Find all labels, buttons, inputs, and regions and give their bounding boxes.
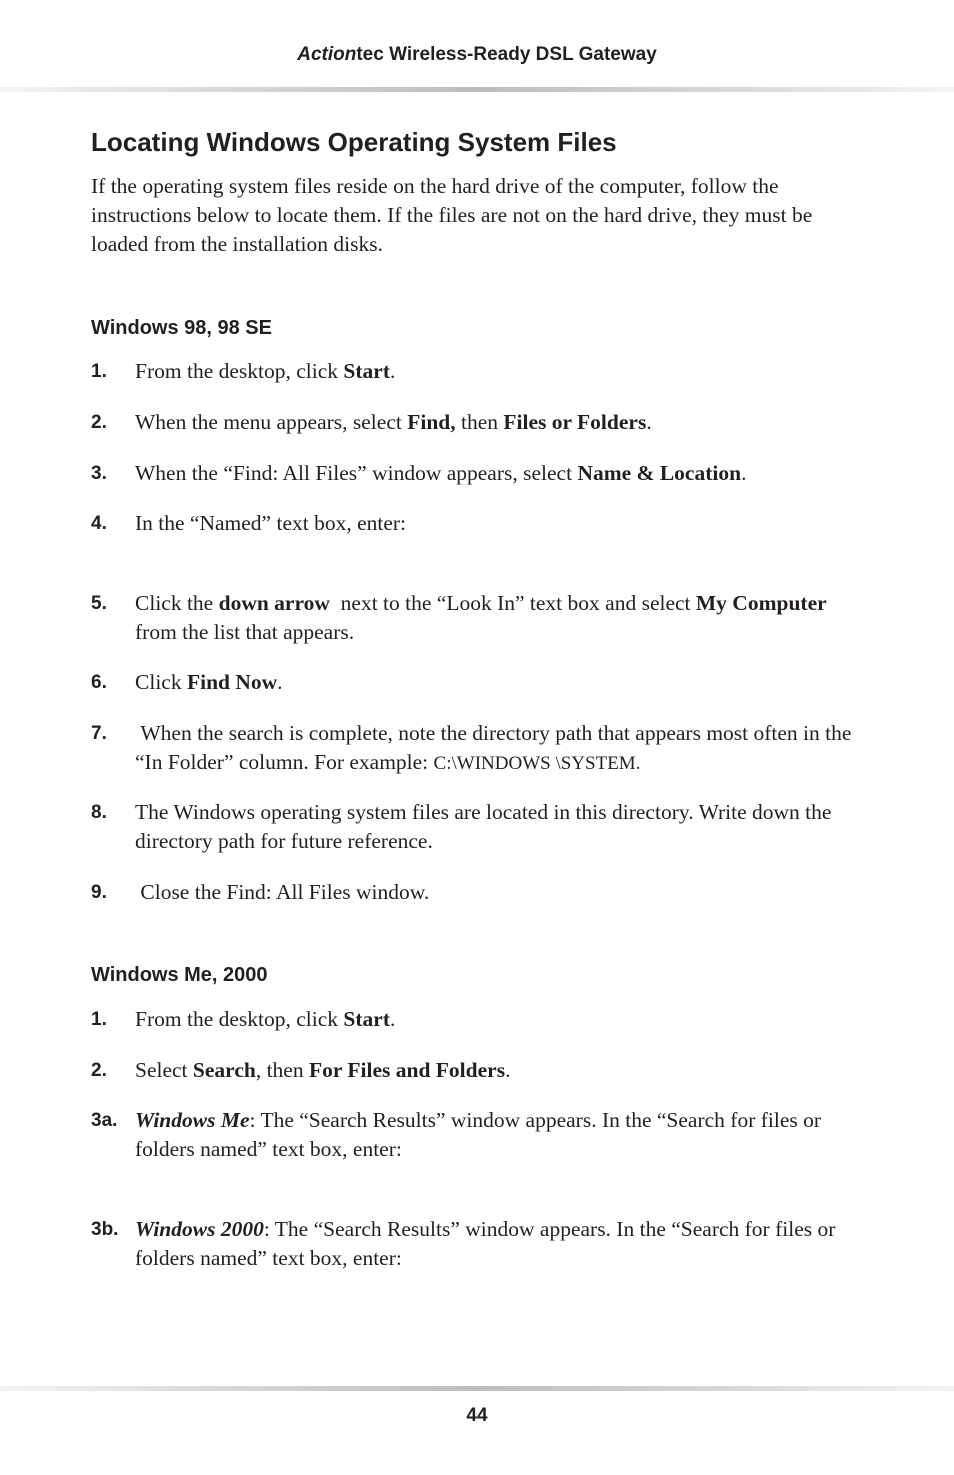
list-item (91, 878, 866, 907)
step-number: 3. (91, 463, 107, 484)
list-item (91, 668, 866, 697)
step-bold-italic: Windows 2000 (135, 1217, 264, 1241)
list-item (91, 509, 866, 538)
step-text: from the list that appears. (135, 620, 355, 644)
step-text: : The “Search Results” window appears. In the “Search for files or folders named” text box, enter: (135, 1108, 822, 1161)
step-number: 3a. (91, 1110, 118, 1131)
step-number: 9. (91, 882, 107, 903)
step-bold: Files or Folders (503, 410, 647, 434)
list-item (91, 459, 866, 488)
step-bold-italic: Windows Me (135, 1108, 250, 1132)
step-text: . (646, 410, 652, 434)
step-number: 1. (91, 361, 107, 382)
step-text: : The “Search Results” window appears. In the “Search for files or folders named” text box, enter: (135, 1217, 836, 1270)
section-heading-win98: Windows 98, 98 SE (91, 317, 272, 339)
step-text: . (505, 1058, 511, 1082)
header-brand-rest: tec Wireless-Ready DSL Gateway (356, 44, 657, 65)
step-bold: Name & Location (577, 461, 742, 485)
list-item (91, 589, 866, 647)
page-number: 44 (466, 1405, 488, 1426)
step-text: , then (255, 1058, 309, 1082)
step-number: 4. (91, 513, 107, 534)
step-bold: My Computer (695, 591, 827, 615)
list-item (91, 1005, 866, 1034)
step-text: next to the “Look In” text box and select (329, 591, 696, 615)
step-text: From the desktop, click (135, 1007, 344, 1031)
step-bold: down arrow (218, 591, 330, 615)
step-bold: For Files and Folders (308, 1058, 506, 1082)
step-bold: Search (192, 1058, 256, 1082)
section-heading-winme: Windows Me, 2000 (91, 964, 268, 986)
step-text: When the “Find: All Files” window appears, select (135, 461, 578, 485)
step-number: 2. (91, 1060, 107, 1081)
step-text: then (455, 410, 504, 434)
directory-path: C:\WINDOWS \SYSTEM. (433, 753, 641, 774)
footer-divider (0, 1386, 954, 1391)
step-number: 7. (91, 723, 107, 744)
running-header (0, 44, 954, 66)
step-text: . (389, 1007, 396, 1031)
step-text: Click (135, 670, 187, 694)
list-item (91, 1056, 866, 1085)
step-text: Click the (135, 591, 219, 615)
list-item (91, 357, 866, 386)
step-number: 6. (91, 672, 107, 693)
step-number: 2. (91, 412, 107, 433)
step-text: In the “Named” text box, enter: (135, 511, 407, 535)
step-number: 1. (91, 1009, 107, 1030)
list-item (91, 719, 866, 778)
step-number: 5. (91, 593, 107, 614)
step-bold: Find Now (186, 670, 278, 694)
step-text: From the desktop, click (135, 359, 344, 383)
step-bold: Start (343, 359, 390, 383)
step-number: 8. (91, 802, 107, 823)
step-text: . (741, 461, 747, 485)
list-item (91, 798, 866, 856)
list-item (91, 1106, 866, 1164)
intro-paragraph: If the operating system files reside on the hard drive of the computer, follow the instructions below to locate them. If the files are not on the hard drive, they must be loaded from the installation disks. (91, 174, 813, 256)
page-title: Locating Windows Operating System Files (91, 127, 617, 157)
header-brand-italic: Action (297, 44, 357, 65)
step-text: The Windows operating system files are located in this directory. Write down the directory path for future reference. (135, 800, 832, 853)
step-bold: Start (343, 1007, 390, 1031)
step-text: Close the Find: All Files window. (135, 880, 430, 904)
step-text: When the menu appears, select (135, 410, 408, 434)
list-item (91, 1215, 866, 1273)
step-bold: Find, (407, 410, 456, 434)
header-divider (0, 87, 954, 92)
step-number: 3b. (91, 1219, 119, 1240)
step-text: . (277, 670, 283, 694)
step-text: When the search is complete, note the directory path that appears most often in the “In Folder” column. For example: (135, 721, 857, 774)
list-item (91, 408, 866, 437)
step-text: Select (135, 1058, 193, 1082)
step-text: . (389, 359, 396, 383)
